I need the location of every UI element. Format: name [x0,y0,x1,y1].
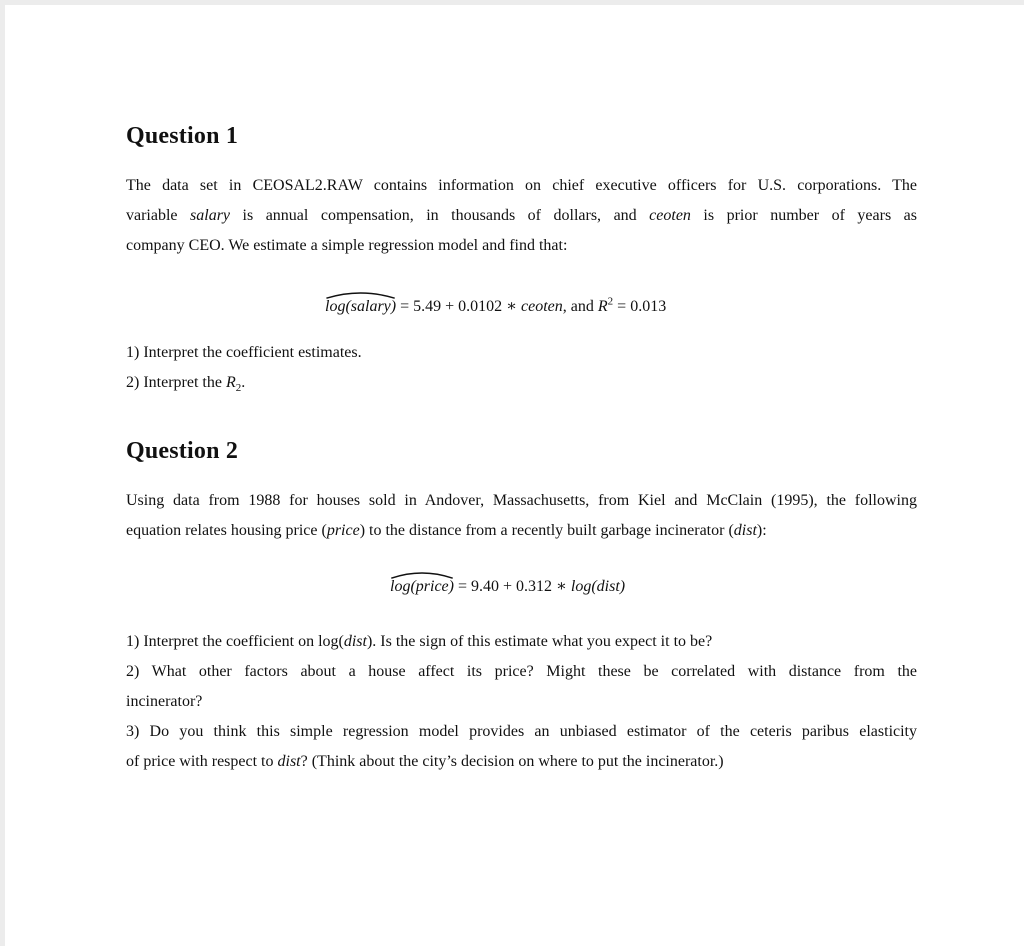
text-run: ) to the distance from a recently built garbage incinerator ( [359,522,734,539]
math-variable: dist [733,522,757,539]
question-item [126,747,917,777]
text-run: Using data from 1988 for houses sold in Andover, Massachusetts, from Kiel and McClain (1995), the following [126,492,917,509]
question-2-heading: Question 2 [126,438,239,464]
hat-accent-icon [325,291,396,299]
question-1-items [126,338,362,398]
hat-accent-icon [390,571,454,579]
text-run: ? (Think about the city’s decision on where to put the incinerator.) [300,753,724,770]
equation-rhs: = 9.40 + 0.312 ∗ [453,578,571,595]
equation-1 [325,296,666,316]
question-item [126,687,917,717]
math-subscript: 2 [235,382,242,395]
paragraph-line [126,231,917,261]
equation-lhs: log(price) [390,578,454,595]
math-variable: R [225,374,236,391]
question-item [126,657,917,687]
equation-log-term: log(dist) [570,578,626,595]
equation-variable: ceoten [521,298,563,315]
text-run: variable [126,207,191,224]
text-run: is annual compensation, in thousands of dollars, and [230,207,650,224]
equation-r-superscript: 2 [607,295,614,308]
text-run: equation relates housing price ( [126,522,327,539]
equation-conjunction: , and [562,298,598,315]
text-run: of price with respect to [126,753,278,770]
question-2-intro [126,486,917,546]
text-run: . [241,374,246,391]
document-page [5,5,1024,946]
hat-expression [390,578,454,596]
paragraph-line [126,486,917,516]
question-1-intro [126,171,917,261]
paragraph-line [126,516,917,546]
text-run: 2) What other factors about a house affect its price? Might these be correlated with distance from the [126,663,917,680]
hat-expression [325,298,396,316]
equation-lhs: log(salary) [325,298,397,315]
math-variable: ceoten [649,207,691,224]
text-run: 2) Interpret the [126,374,226,391]
question-item [126,717,917,747]
math-variable: dist [343,633,367,650]
paragraph-line [126,201,917,231]
question-item [126,627,917,657]
text-run: 3) Do you think this simple regression model provides an unbiased estimator of the ceteris paribus elasticity [126,723,917,740]
equation-2 [390,576,625,596]
text-run: ): [756,522,767,539]
text-run: The data set in CEOSAL2.RAW contains information on chief executive officers for U.S. corporations. The [126,177,917,194]
question-item [126,368,362,398]
text-run: 1) Interpret the coefficient estimates. [126,344,362,361]
math-variable: salary [190,207,231,224]
equation-r: R [597,298,608,315]
question-1-heading: Question 1 [126,123,239,149]
equation-rhs: = 5.49 + 0.0102 ∗ [396,298,522,315]
math-variable: price [326,522,360,539]
text-run: 1) Interpret the coefficient on log( [126,633,344,650]
question-item [126,338,362,368]
math-variable: dist [277,753,301,770]
text-run: is prior number of years as [690,207,918,224]
paragraph-line [126,171,917,201]
text-run: incinerator? [126,693,203,710]
text-run: company CEO. We estimate a simple regression model and find that: [126,237,568,254]
text-run: ). Is the sign of this estimate what you expect it to be? [366,633,713,650]
equation-r-value: = 0.013 [613,298,667,315]
question-2-items [126,627,917,777]
